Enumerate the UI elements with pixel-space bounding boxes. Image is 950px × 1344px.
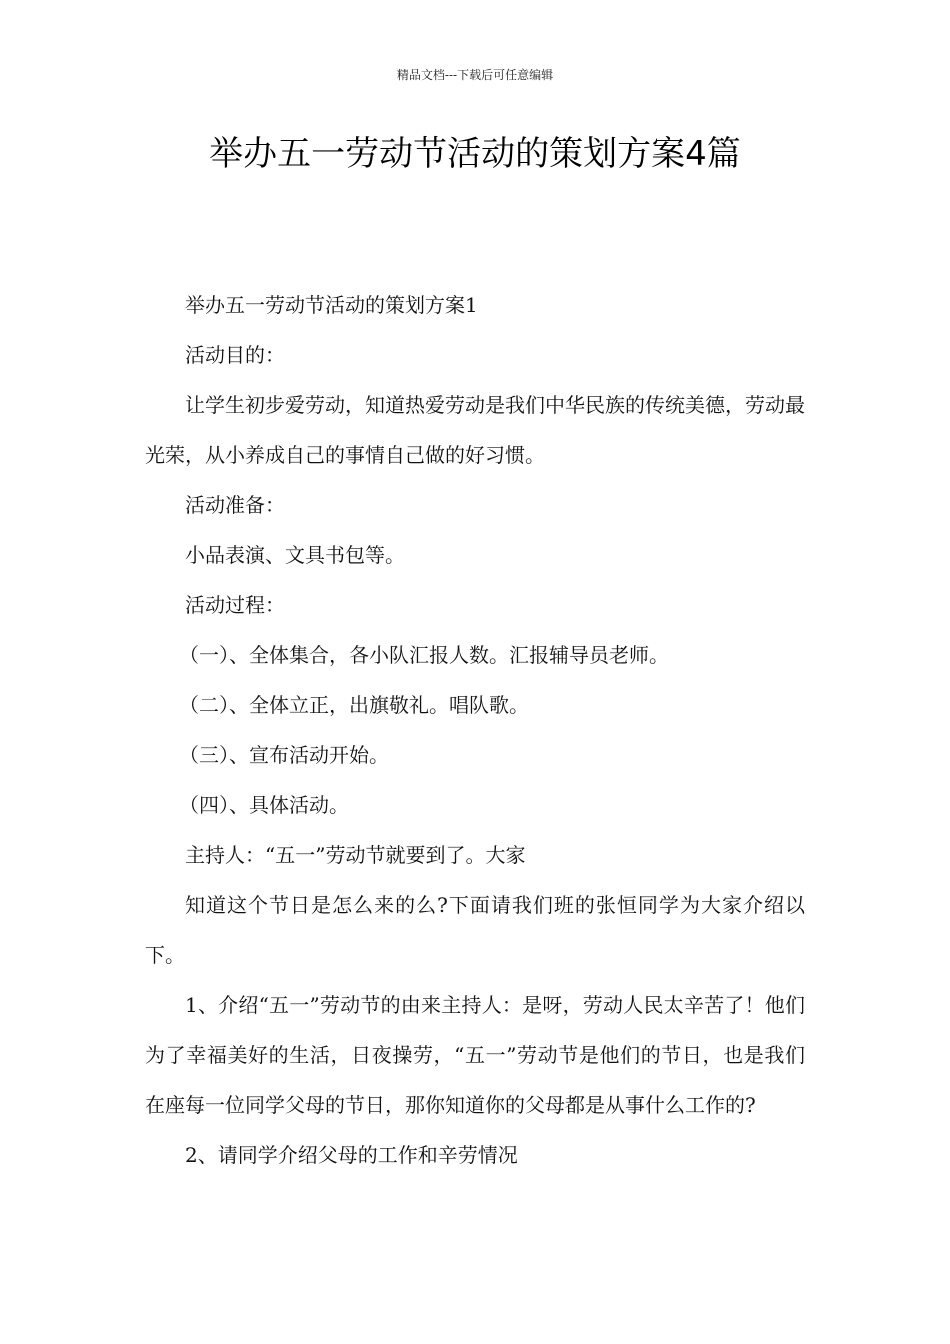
section-heading: 举办五一劳动节活动的策划方案1 [185,293,478,317]
page-header-note: 精品文档---下载后可任意编辑 [396,68,554,82]
process-step-3: （三）、宣布活动开始。 [179,743,389,767]
paragraph-item-2: 2、请同学介绍父母的工作和辛劳情况 [185,1143,518,1167]
paragraph-item-1: 1、介绍“五一”劳动节的由来主持人：是呀，劳动人民太辛苦了！他们为了幸福美好的生活，日夜操劳，“五一”劳动节是他们的节日，也是我们在座每一位同学父母的节日，那你知道你的父母都是从事什么工作的? [145,993,805,1117]
document-title: 举办五一劳动节活动的策划方案4篇 [209,134,741,174]
paragraph-process-label: 活动过程： [185,593,285,617]
host-line: 主持人：“五一”劳动节就要到了。大家 [185,843,526,867]
process-step-1: （一）、全体集合，各小队汇报人数。汇报辅导员老师。 [179,643,669,667]
paragraph-introduction: 知道这个节日是怎么来的么?下面请我们班的张恒同学为大家介绍以下。 [145,893,805,967]
document-body [145,280,805,1180]
paragraph-preparation-label: 活动准备： [185,493,285,517]
paragraph-preparation: 小品表演、文具书包等。 [185,543,405,567]
process-step-2: （二）、全体立正，出旗敬礼。唱队歌。 [179,693,529,717]
process-step-4: （四）、具体活动。 [179,793,349,817]
paragraph-purpose: 让学生初步爱劳动，知道热爱劳动是我们中华民族的传统美德，劳动最光荣，从小养成自己的事情自己做的好习惯。 [145,393,805,467]
paragraph-purpose-label: 活动目的： [185,343,285,367]
